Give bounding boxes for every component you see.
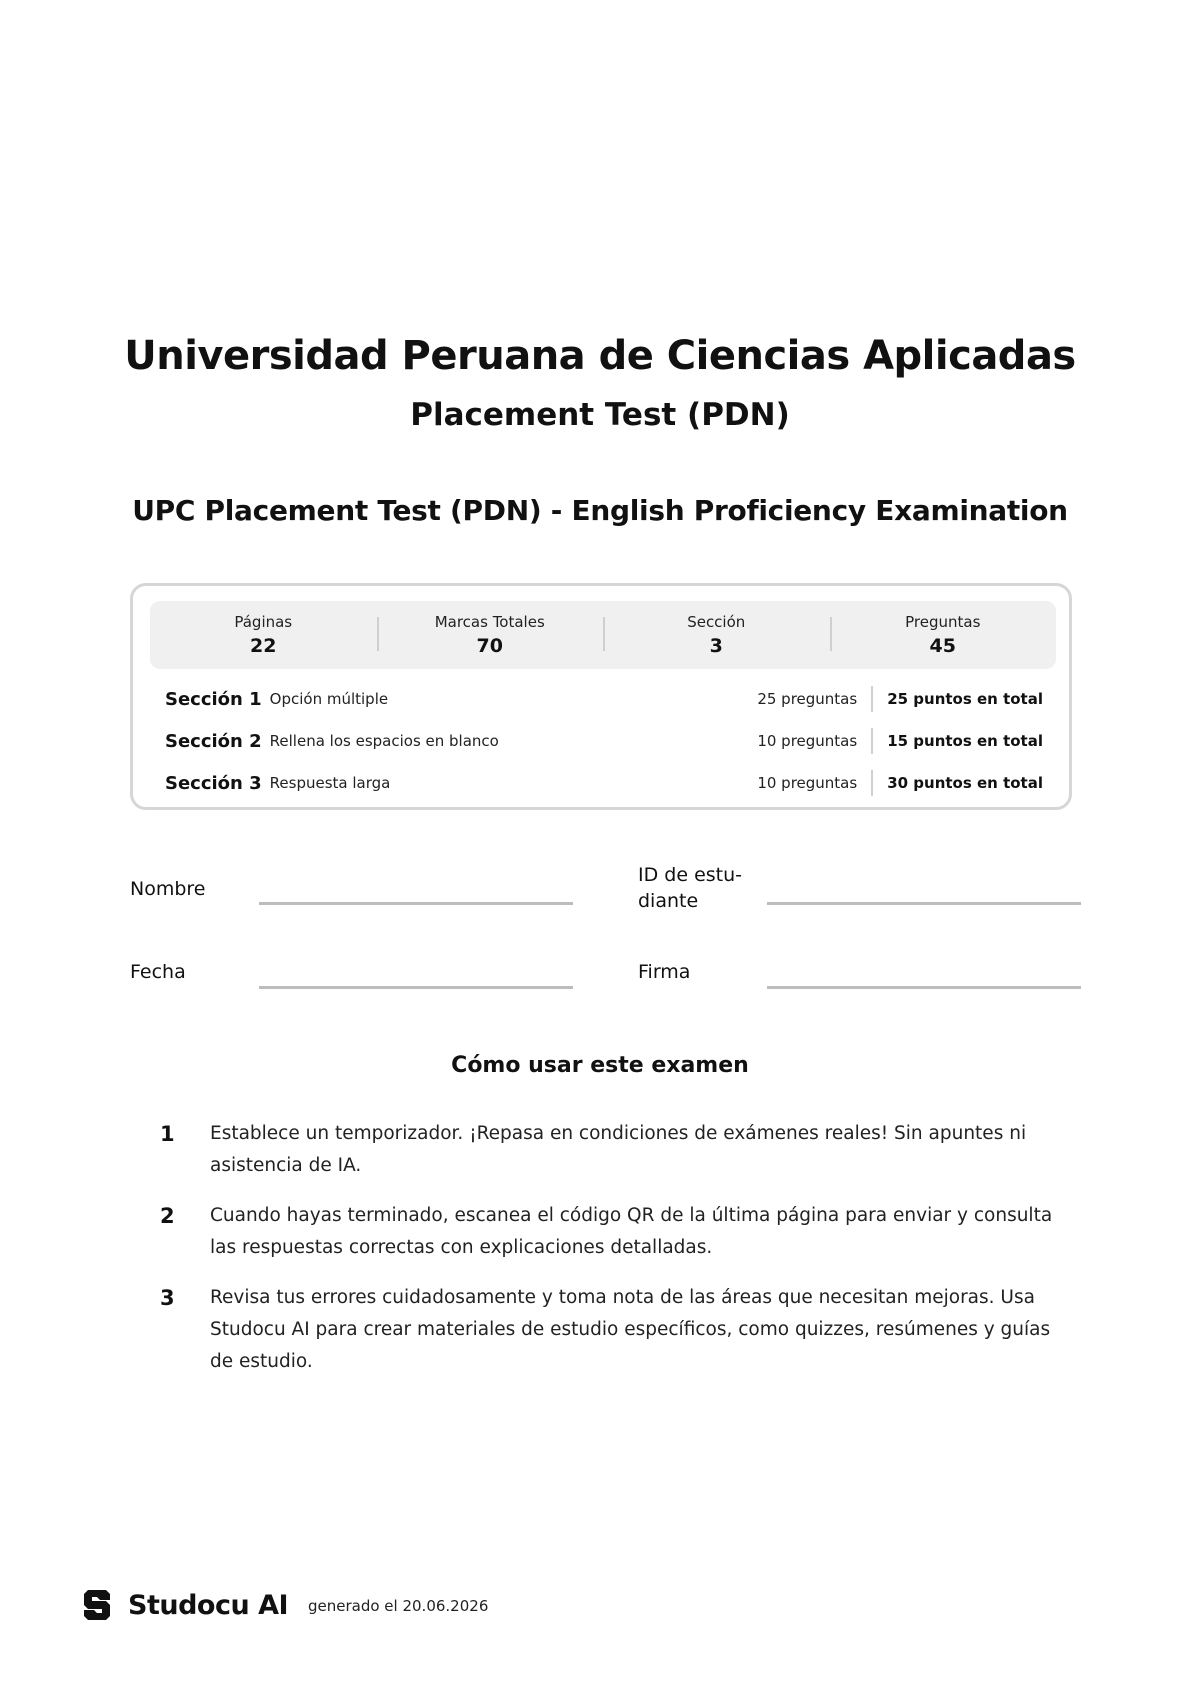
- exam-name: UPC Placement Test (PDN) - English Proficiency Examination: [132, 494, 1068, 527]
- student-id-field[interactable]: [767, 902, 1081, 905]
- divider: [871, 770, 873, 796]
- student-id-field-label: [638, 862, 742, 914]
- date-field[interactable]: [259, 986, 573, 989]
- section-description: Respuesta larga: [269, 774, 391, 792]
- section-question-count: 10 preguntas: [757, 774, 858, 792]
- page-subtitle: Placement Test (PDN): [410, 397, 790, 433]
- section-question-count: 25 preguntas: [757, 690, 858, 708]
- section-row-1: [165, 684, 1043, 714]
- section-row-3: [165, 768, 1043, 798]
- section-name: Sección 2: [165, 730, 262, 752]
- studocu-logo-icon: [80, 1588, 114, 1622]
- divider: [871, 728, 873, 754]
- date-field-label: Fecha: [130, 961, 186, 983]
- instructions-title: Cómo usar este examen: [451, 1053, 749, 1078]
- name-field[interactable]: [259, 902, 573, 905]
- section-question-count: 10 preguntas: [757, 732, 858, 750]
- section-points: 15 puntos en total: [887, 732, 1043, 750]
- step-text: Establece un temporizador. ¡Repasa en condiciones de exámenes reales! Sin apuntes ni asistencia de IA.: [210, 1123, 1027, 1176]
- step-number: 2: [160, 1204, 175, 1228]
- stat-sections: [603, 613, 830, 657]
- divider: [871, 686, 873, 712]
- step-number: 3: [160, 1286, 175, 1310]
- section-name: Sección 1: [165, 688, 262, 710]
- step-number: 1: [160, 1122, 175, 1146]
- stat-value: 45: [929, 635, 956, 657]
- section-points: 30 puntos en total: [887, 774, 1043, 792]
- student-id-label-line-2: diante: [638, 890, 699, 912]
- stat-label: Preguntas: [905, 613, 981, 631]
- generated-date: generado el 20.06.2026: [308, 1597, 489, 1615]
- stat-label: Marcas Totales: [434, 613, 545, 631]
- section-row-2: [165, 726, 1043, 756]
- section-points: 25 puntos en total: [887, 690, 1043, 708]
- stat-value: 22: [250, 635, 277, 657]
- stat-total-marks: [377, 613, 604, 657]
- stat-questions: [830, 613, 1057, 657]
- student-id-label-line-1: ID de estu-: [638, 864, 742, 886]
- footer-brand: Studocu AI: [128, 1590, 289, 1621]
- exam-summary-box: [130, 583, 1072, 810]
- name-field-label: Nombre: [130, 878, 206, 900]
- stats-bar: [150, 601, 1056, 669]
- step-text: Revisa tus errores cuidadosamente y toma nota de las áreas que necesitan mejoras. Usa Studocu AI para crear materiales de estudio específicos, como quizzes, resúmenes y guías de estudio.: [210, 1287, 1051, 1372]
- stat-label: Páginas: [234, 613, 293, 631]
- signature-field[interactable]: [767, 986, 1081, 989]
- stat-value: 70: [476, 635, 503, 657]
- stat-value: 3: [709, 635, 723, 657]
- section-name: Sección 3: [165, 772, 262, 794]
- step-text: Cuando hayas terminado, escanea el código QR de la última página para enviar y consulta las respuestas correctas con explicaciones detalladas.: [210, 1205, 1053, 1258]
- stat-pages: [150, 613, 377, 657]
- page-title: Universidad Peruana de Ciencias Aplicadas: [124, 333, 1076, 379]
- stat-label: Sección: [687, 613, 746, 631]
- section-description: Opción múltiple: [269, 690, 389, 708]
- signature-field-label: Firma: [638, 961, 691, 983]
- section-description: Rellena los espacios en blanco: [269, 732, 499, 750]
